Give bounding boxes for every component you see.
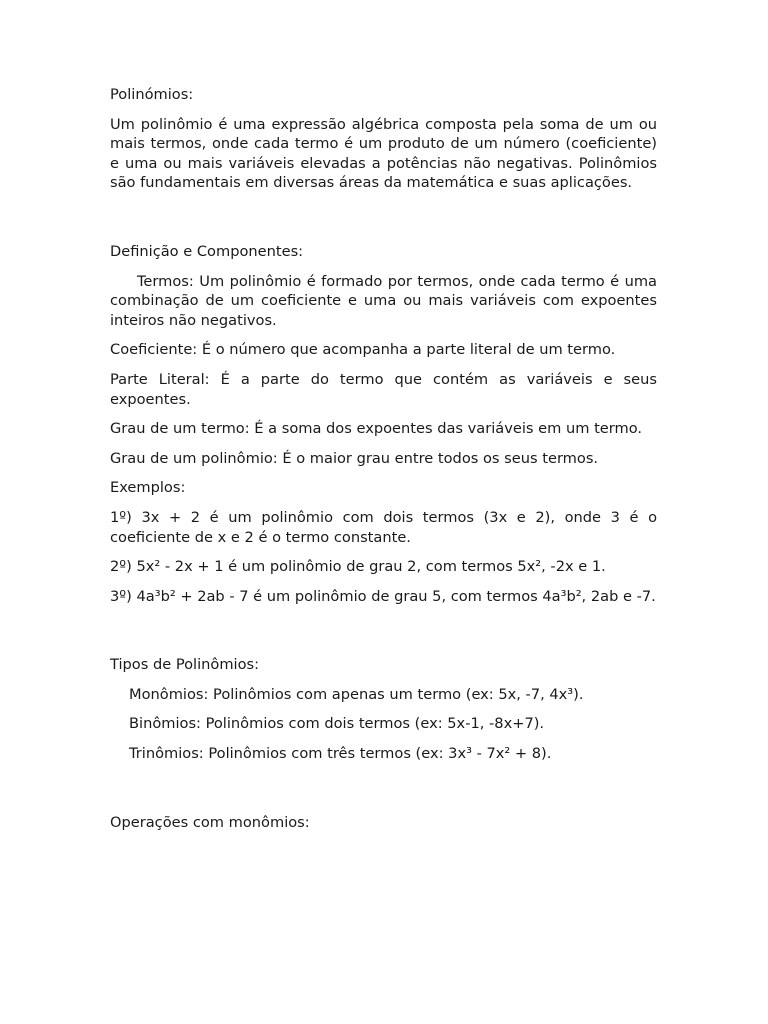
- literal-part-paragraph: Parte Literal: É a parte do termo que contém as variáveis e seus expoentes.: [110, 370, 657, 408]
- example-item: 3º) 4a³b² + 2ab - 7 é um polinômio de grau 5, com termos 4a³b², 2ab e -7.: [110, 587, 656, 605]
- operations-heading: Operações com monômios:: [110, 813, 310, 831]
- terms-paragraph: Termos: Um polinômio é formado por termos, onde cada termo é uma combinação de um coeficiente e uma ou mais variáveis com expoentes inteiros não negativos.: [110, 272, 657, 329]
- example-item: 2º) 5x² - 2x + 1 é um polinômio de grau 2, com termos 5x², -2x e 1.: [110, 558, 606, 576]
- document-page: [110, 85, 657, 832]
- coefficient-paragraph: Coeficiente: É o número que acompanha a parte literal de um termo.: [110, 341, 616, 359]
- term-degree-paragraph: Grau de um termo: É a soma dos expoentes das variáveis em um termo.: [110, 420, 643, 438]
- type-item-binomials: Binômios: Polinômios com dois termos (ex: 5x-1, -8x+7).: [129, 715, 545, 733]
- example-item: 1º) 3x + 2 é um polinômio com dois termos (3x e 2), onde 3 é o coeficiente de x e 2 é o termo constante.: [110, 508, 657, 546]
- type-item-monomials: Monômios: Polinômios com apenas um termo (ex: 5x, -7, 4x³).: [129, 685, 584, 703]
- polynomial-degree-paragraph: Grau de um polinômio: É o maior grau entre todos os seus termos.: [110, 449, 599, 467]
- definition-heading: Definição e Componentes:: [110, 242, 304, 260]
- examples-heading: Exemplos:: [110, 479, 186, 497]
- document-title: Polinómios:: [110, 86, 194, 103]
- intro-paragraph: Um polinômio é uma expressão algébrica composta pela soma de um ou mais termos, onde cada termo é um produto de um número (coeficiente) e uma ou mais variáveis elevadas a potências não negativas. Polinômios são fundamentais em diversas áreas da matemática e suas aplicações.: [110, 115, 657, 192]
- types-heading: Tipos de Polinômios:: [110, 656, 260, 674]
- type-item-trinomials: Trinômios: Polinômios com três termos (ex: 3x³ - 7x² + 8).: [129, 745, 552, 763]
